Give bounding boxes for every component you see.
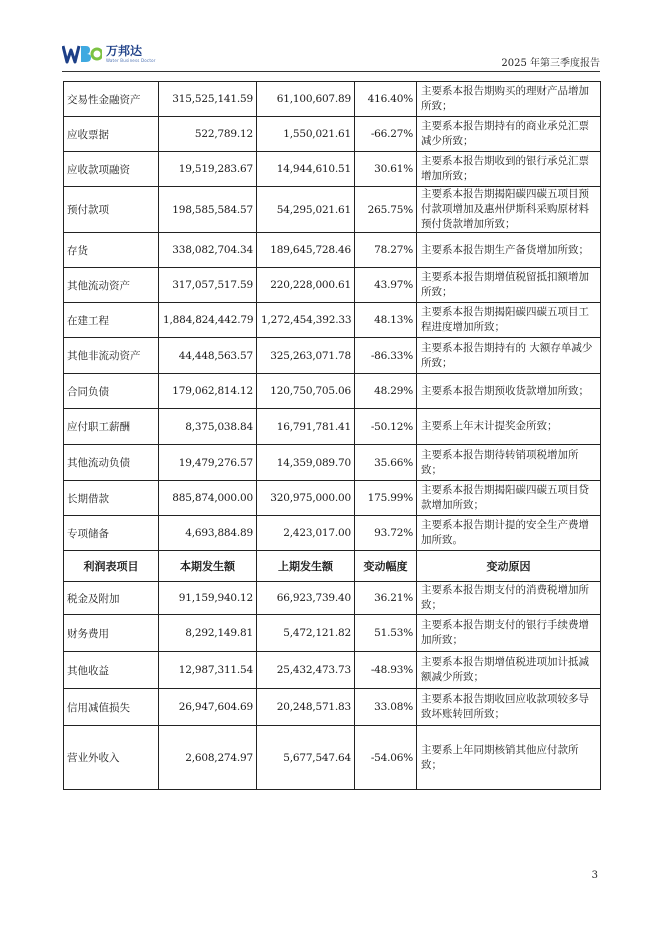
row-reason: 主要系本报告期收回应收款项较多导致坏账转回所致； xyxy=(417,689,601,726)
header-current: 本期发生额 xyxy=(159,551,257,582)
row-change: 30.61% xyxy=(355,152,417,187)
row-change: 175.99% xyxy=(355,481,417,516)
row-current: 1,884,824,442.79 xyxy=(159,303,257,338)
table-row xyxy=(64,233,601,268)
row-item: 存货 xyxy=(64,233,159,268)
row-previous: 1,272,454,392.33 xyxy=(257,303,355,338)
row-previous: 54,295,021.61 xyxy=(257,187,355,233)
row-item: 长期借款 xyxy=(64,481,159,516)
row-current: 179,062,814.12 xyxy=(159,374,257,409)
row-previous: 61,100,607.89 xyxy=(257,82,355,117)
row-change: 93.72% xyxy=(355,516,417,551)
row-previous: 20,248,571.83 xyxy=(257,689,355,726)
row-reason: 主要系本报告期持有的商业承兑汇票减少所致； xyxy=(417,117,601,152)
row-item: 专项储备 xyxy=(64,516,159,551)
table-row xyxy=(64,409,601,445)
row-previous: 5,677,547.64 xyxy=(257,726,355,790)
row-change: -48.93% xyxy=(355,652,417,689)
row-current: 44,448,563.57 xyxy=(159,338,257,374)
row-current: 2,608,274.97 xyxy=(159,726,257,790)
row-current: 12,987,311.54 xyxy=(159,652,257,689)
row-change: -86.33% xyxy=(355,338,417,374)
row-current: 317,057,517.59 xyxy=(159,268,257,303)
row-item: 预付款项 xyxy=(64,187,159,233)
row-change: -66.27% xyxy=(355,117,417,152)
table-row xyxy=(64,652,601,689)
header-previous: 上期发生额 xyxy=(257,551,355,582)
row-item: 在建工程 xyxy=(64,303,159,338)
header-change: 变动幅度 xyxy=(355,551,417,582)
row-change: 416.40% xyxy=(355,82,417,117)
row-reason: 主要系本报告期增值税留抵扣额增加所致； xyxy=(417,268,601,303)
row-change: 48.13% xyxy=(355,303,417,338)
row-reason: 主要系本报告期揭阳碳四碳五项目贷款增加所致； xyxy=(417,481,601,516)
row-item: 应付职工薪酬 xyxy=(64,409,159,445)
row-previous: 14,359,089.70 xyxy=(257,445,355,481)
income-statement-section xyxy=(64,582,601,790)
row-change: 78.27% xyxy=(355,233,417,268)
row-current: 8,292,149.81 xyxy=(159,615,257,652)
balance-sheet-section xyxy=(64,82,601,551)
row-change: -54.06% xyxy=(355,726,417,790)
row-item: 交易性金融资产 xyxy=(64,82,159,117)
logo-tagline: Water Business Doctor xyxy=(106,57,156,63)
table-row xyxy=(64,689,601,726)
page-number: 3 xyxy=(591,870,598,881)
table-row xyxy=(64,152,601,187)
table-row xyxy=(64,187,601,233)
row-previous: 2,423,017.00 xyxy=(257,516,355,551)
row-reason: 主要系上年末计提奖金所致； xyxy=(417,409,601,445)
row-previous: 325,263,071.78 xyxy=(257,338,355,374)
row-reason: 主要系本报告期生产备货增加所致； xyxy=(417,233,601,268)
row-current: 91,159,940.12 xyxy=(159,582,257,615)
row-item: 税金及附加 xyxy=(64,582,159,615)
row-reason: 主要系本报告期预收货款增加所致； xyxy=(417,374,601,409)
row-current: 885,874,000.00 xyxy=(159,481,257,516)
row-reason: 主要系本报告期揭阳碳四碳五项目工程进度增加所致； xyxy=(417,303,601,338)
header-reason: 变动原因 xyxy=(417,551,601,582)
row-item: 其他流动负债 xyxy=(64,445,159,481)
row-previous: 66,923,739.40 xyxy=(257,582,355,615)
row-current: 26,947,604.69 xyxy=(159,689,257,726)
row-current: 19,519,283.67 xyxy=(159,152,257,187)
row-item: 营业外收入 xyxy=(64,726,159,790)
row-current: 522,789.12 xyxy=(159,117,257,152)
row-reason: 主要系本报告期支付的消费税增加所致； xyxy=(417,582,601,615)
row-item: 应收款项融资 xyxy=(64,152,159,187)
row-previous: 120,750,705.06 xyxy=(257,374,355,409)
table-row xyxy=(64,303,601,338)
row-reason: 主要系上年同期核销其他应付款所致； xyxy=(417,726,601,790)
table-row xyxy=(64,582,601,615)
row-previous: 320,975,000.00 xyxy=(257,481,355,516)
row-current: 4,693,884.89 xyxy=(159,516,257,551)
row-previous: 220,228,000.61 xyxy=(257,268,355,303)
income-statement-header xyxy=(64,551,601,582)
table-row xyxy=(64,445,601,481)
row-current: 198,585,584.57 xyxy=(159,187,257,233)
row-reason: 主要系本报告期购买的理财产品增加所致； xyxy=(417,82,601,117)
row-current: 315,525,141.59 xyxy=(159,82,257,117)
row-item: 合同负债 xyxy=(64,374,159,409)
table-row xyxy=(64,374,601,409)
row-item: 其他收益 xyxy=(64,652,159,689)
row-current: 338,082,704.34 xyxy=(159,233,257,268)
wbd-logo-icon xyxy=(62,42,102,66)
row-change: 48.29% xyxy=(355,374,417,409)
row-previous: 1,550,021.61 xyxy=(257,117,355,152)
row-previous: 25,432,473.73 xyxy=(257,652,355,689)
row-change: 43.97% xyxy=(355,268,417,303)
row-change: -50.12% xyxy=(355,409,417,445)
row-previous: 189,645,728.46 xyxy=(257,233,355,268)
row-current: 8,375,038.84 xyxy=(159,409,257,445)
row-change: 36.21% xyxy=(355,582,417,615)
row-item: 其他流动资产 xyxy=(64,268,159,303)
row-change: 33.08% xyxy=(355,689,417,726)
table-row xyxy=(64,481,601,516)
row-reason: 主要系本报告期增值税进项加计抵减额减少所致； xyxy=(417,652,601,689)
page-header xyxy=(62,40,600,70)
table-row xyxy=(64,82,601,117)
row-change: 265.75% xyxy=(355,187,417,233)
row-previous: 16,791,781.41 xyxy=(257,409,355,445)
row-reason: 主要系本报告期待转销项税增加所致； xyxy=(417,445,601,481)
table-row xyxy=(64,338,601,374)
row-change: 51.53% xyxy=(355,615,417,652)
row-previous: 5,472,121.82 xyxy=(257,615,355,652)
row-item: 信用减值损失 xyxy=(64,689,159,726)
row-item: 财务费用 xyxy=(64,615,159,652)
row-reason: 主要系本报告期收到的银行承兑汇票增加所致； xyxy=(417,152,601,187)
row-previous: 14,944,610.51 xyxy=(257,152,355,187)
header-divider xyxy=(62,71,600,72)
header-item: 利润表项目 xyxy=(64,551,159,582)
table-row xyxy=(64,268,601,303)
row-item: 应收票据 xyxy=(64,117,159,152)
row-reason: 主要系本报告期揭阳碳四碳五项目预付款项增加及惠州伊斯科采购原材料预付货款增加所致； xyxy=(417,187,601,233)
row-reason: 主要系本报告期支付的银行手续费增加所致； xyxy=(417,615,601,652)
logo-company-name: 万邦达 xyxy=(106,43,143,58)
company-logo xyxy=(62,40,156,68)
row-item: 其他非流动资产 xyxy=(64,338,159,374)
table-row xyxy=(64,726,601,790)
table-row xyxy=(64,117,601,152)
report-title: 2025 年第三季度报告 xyxy=(501,58,600,69)
table-header-row xyxy=(64,551,601,582)
row-current: 19,479,276.57 xyxy=(159,445,257,481)
row-reason: 主要系本报告期计提的安全生产费增加所致。 xyxy=(417,516,601,551)
financial-changes-table xyxy=(63,81,601,790)
table-row xyxy=(64,516,601,551)
row-change: 35.66% xyxy=(355,445,417,481)
logo-text xyxy=(106,45,156,64)
row-reason: 主要系本报告期持有的 大额存单减少所致； xyxy=(417,338,601,374)
table-row xyxy=(64,615,601,652)
